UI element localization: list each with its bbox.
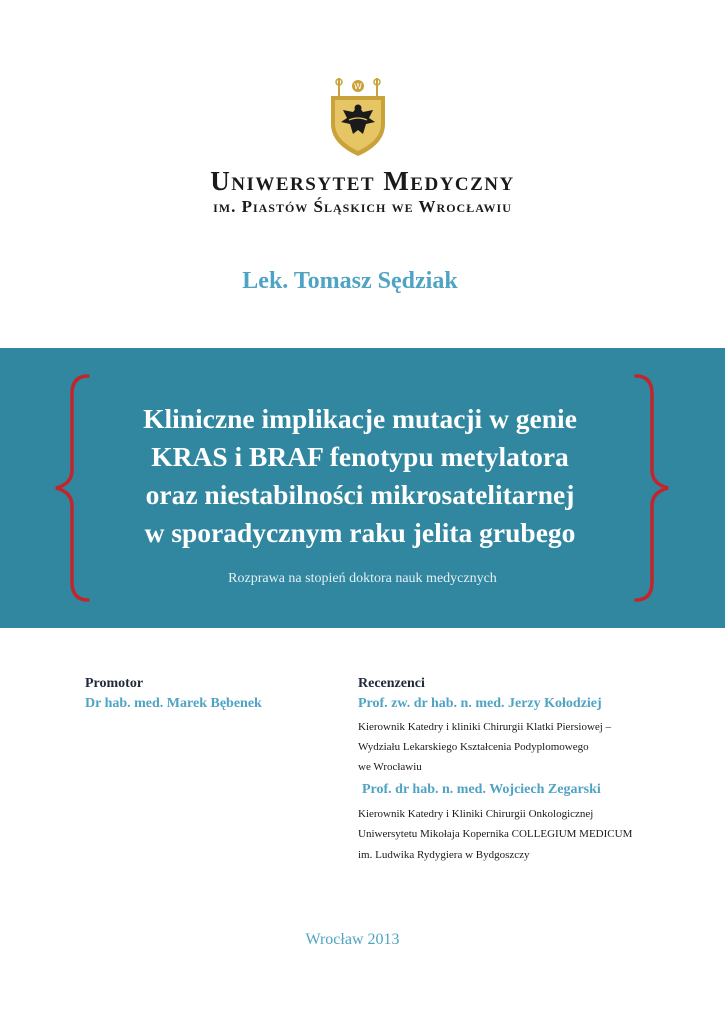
right-brace-icon [632,374,672,602]
eagle-crest-icon [323,76,393,158]
thesis-title-line: oraz niestabilności mikrosatelitarnej [145,479,575,510]
university-subtitle: im. Piastów Śląskich we Wrocławiu [213,197,512,216]
reviewer-name: Prof. zw. dr hab. n. med. Jerzy Kołodziej [358,696,602,711]
reviewer-affiliation: Kierownik Katedry i kliniki Chirurgii Klatki Piersiowej – [358,721,612,733]
reviewer-affiliation: we Wrocławiu [358,761,422,773]
thesis-title [90,400,630,552]
thesis-subtitle: Rozprawa na stopień doktora nauk medycznych [228,571,497,586]
university-crest [323,76,393,158]
reviewer-affiliation: Uniwersytetu Mikołaja Kopernika COLLEGIUM MEDICUM [358,828,633,840]
reviewer-affiliation: im. Ludwika Rydygiera w Bydgoszczy [358,849,530,861]
svg-text:W: W [354,82,362,91]
title-band [0,348,725,628]
promotor-name: Dr hab. med. Marek Bębenek [85,696,262,711]
left-brace-icon [52,374,92,602]
place-and-year: Wrocław 2013 [305,931,400,948]
reviewer-affiliation: Wydziału Lekarskiego Kształcenia Podyplomowego [358,741,589,753]
university-name: Uniwersytet Medyczny [210,166,515,196]
reviewers-label: Recenzenci [358,676,425,691]
reviewer-affiliation: Kierownik Katedry i Kliniki Chirurgii Onkologicznej [358,808,594,820]
reviewer-name: Prof. dr hab. n. med. Wojciech Zegarski [362,782,601,797]
promotor-label: Promotor [85,676,144,691]
thesis-title-line: Kliniczne implikacje mutacji w genie [143,403,577,434]
thesis-title-line: w sporadycznym raku jelita grubego [144,517,576,548]
author-name: Lek. Tomasz Sędziak [242,268,458,294]
thesis-title-line: KRAS i BRAF fenotypu metylatora [151,441,569,472]
